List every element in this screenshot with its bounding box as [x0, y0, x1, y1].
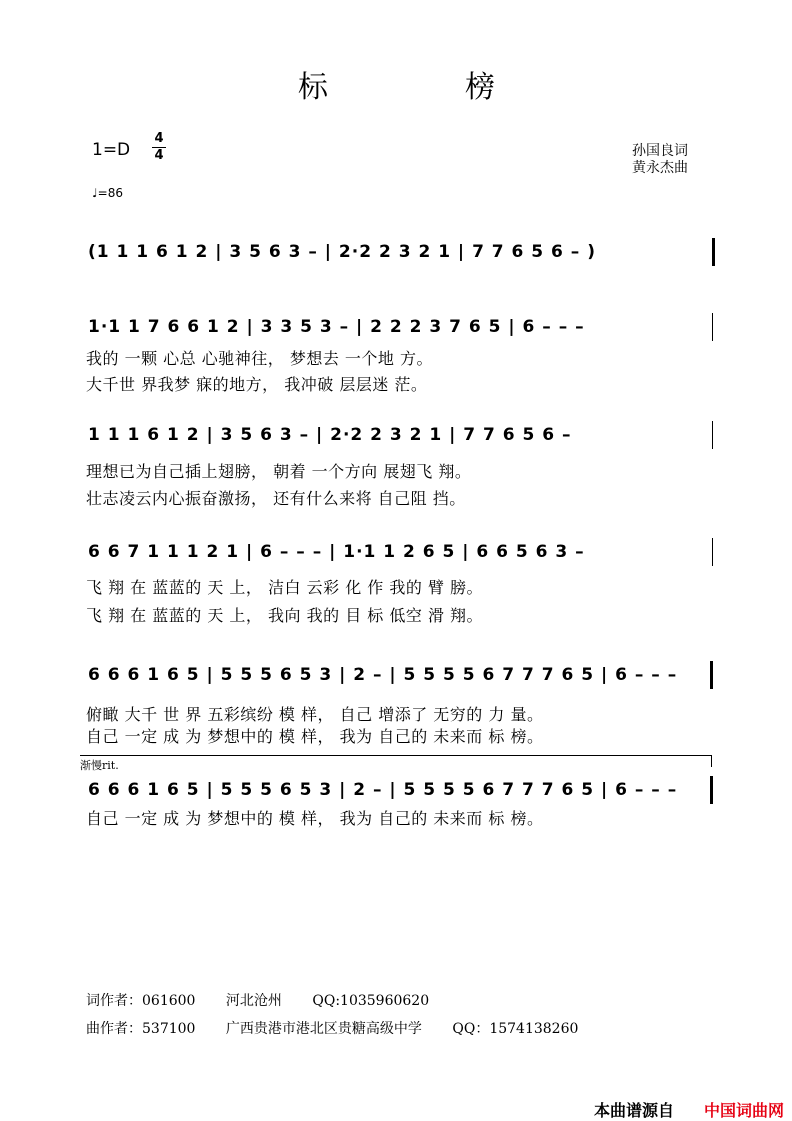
footer-lyricist-qq: QQ:1035960620: [312, 993, 430, 1009]
lyric-line-4-verse-1: 飞 翔 在 蓝蓝的 天 上， 洁白 云彩 化 作 我的 臂 膀。: [86, 578, 484, 597]
notation-line-3: 1 1 1 6 1 2 | 3 5 6 3 – | 2·2 2 3 2 1 | 7 7 6 5 6 –: [88, 425, 572, 445]
rit-marking: 渐慢rit.: [80, 759, 119, 772]
source-site-link[interactable]: 中国词曲网: [703, 1101, 784, 1120]
repeat-barline: [710, 661, 713, 689]
footer-composer: [86, 1018, 604, 1038]
time-signature-top: 4: [154, 131, 164, 146]
key-signature: 1=D: [92, 140, 131, 160]
lyric-line-6-verse-1: 自己 一定 成 为 梦想中的 模 样， 我为 自己的 未来而 标 榜。: [86, 809, 544, 828]
lyric-line-3-verse-2: 壮志凌云内心振奋激扬， 还有什么来将 自己阻 挡。: [86, 489, 466, 508]
lyric-line-2-verse-1: 我的 一颗 心总 心驰神往， 梦想去 一个地 方。: [86, 349, 434, 368]
composer-credit: 黄永杰曲: [632, 160, 688, 176]
barline: [712, 238, 715, 266]
lyricist-credit: 孙国良词: [632, 143, 688, 159]
notation-line-2: 1·1 1 7 6 6 1 2 | 3 3 5 3 – | 2 2 2 3 7 6 5 | 6 – – –: [88, 317, 585, 337]
barline: [712, 538, 713, 566]
time-signature-bottom: 4: [154, 148, 164, 163]
footer-lyricist-place: 河北沧州: [225, 993, 282, 1009]
lyric-line-3-verse-1: 理想已为自己插上翅膀， 朝着 一个方向 展翅飞 翔。: [86, 462, 472, 481]
title-char-1: 标: [298, 70, 330, 105]
footer-composer-label: 曲作者：537100: [86, 1021, 196, 1037]
lyric-line-4-verse-2: 飞 翔 在 蓝蓝的 天 上， 我向 我的 目 标 低空 滑 翔。: [86, 606, 484, 625]
tempo-marking: ♩=86: [92, 186, 123, 200]
notation-line-5: 6 6 6 1 6 5 | 5 5 5 6 5 3 | 2 – | 5 5 5 5 6 7 7 7 6 5 | 6 – – –: [88, 665, 678, 685]
lyric-line-2-verse-2: 大千世 界我梦 寐的地方， 我冲破 层层迷 茫。: [86, 375, 428, 394]
notation-line-1: (1 1 1 6 1 2 | 3 5 6 3 – | 2·2 2 3 2 1 | 7 7 6 5 6 – ): [88, 242, 596, 262]
rit-bracket-end: [711, 755, 712, 767]
final-barline: [710, 776, 713, 804]
footer-composer-qq: QQ：1574138260: [452, 1021, 579, 1037]
lyric-line-5-verse-2: 自己 一定 成 为 梦想中的 模 样， 我为 自己的 未来而 标 榜。: [86, 727, 544, 746]
barline: [712, 313, 713, 341]
title-char-2: 榜: [465, 70, 497, 105]
notation-line-6: 6 6 6 1 6 5 | 5 5 5 6 5 3 | 2 – | 5 5 5 5 6 7 7 7 6 5 | 6 – – –: [88, 780, 678, 800]
time-signature: [150, 132, 168, 163]
rit-bracket-line: [80, 755, 712, 756]
footer-lyricist-label: 词作者：061600: [86, 993, 196, 1009]
barline: [712, 421, 713, 449]
notation-line-4: 6 6 7 1 1 1 2 1 | 6 – – – | 1·1 1 2 6 5 | 6 6 5 6 3 –: [88, 542, 585, 562]
lyric-line-5-verse-1: 俯瞰 大千 世 界 五彩缤纷 模 样， 自己 增添了 无穷的 力 量。: [86, 705, 544, 724]
footer-lyricist: [86, 990, 455, 1010]
source-prefix: 本曲谱源自: [593, 1101, 674, 1120]
footer-composer-place: 广西贵港市港北区贵糖高级中学: [225, 1021, 422, 1037]
